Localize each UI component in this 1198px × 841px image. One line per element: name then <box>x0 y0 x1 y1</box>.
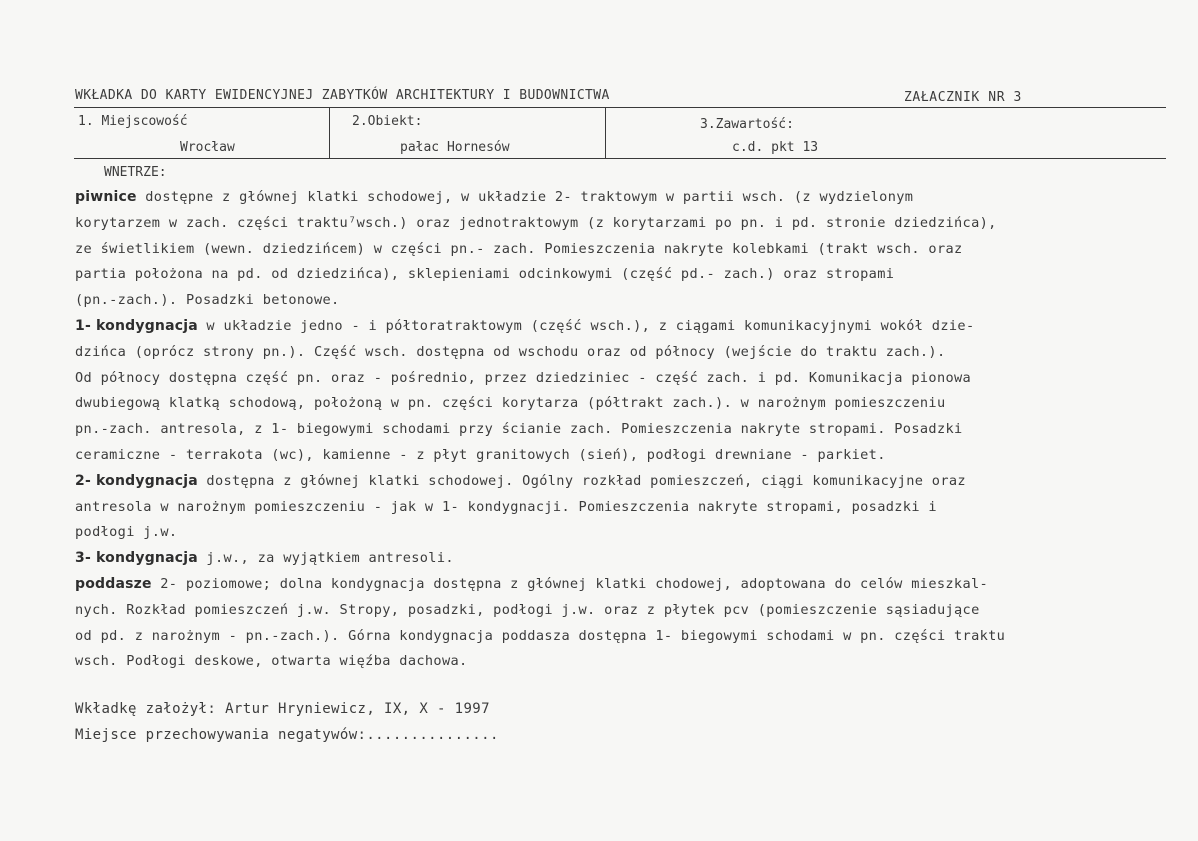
description-text: partia położona na pd. od dziedzińca), sklepieniami odcinkowymi (część pd.- zach.) oraz stropami <box>75 266 895 283</box>
description-text: 2- poziomowe; dolna kondygnacja dostępna z głównej klatki chodowej, adoptowana do celów mieszkal- <box>151 576 989 592</box>
author-line: Wkładkę założył: Artur Hryniewicz, IX, X - 1997 <box>75 701 490 717</box>
object-value: pałac Hornesów <box>400 140 510 155</box>
header-rule-bottom <box>74 158 1166 159</box>
description-text: dostępna z głównej klatki schodowej. Ogólny rozkład pomieszczeń, ciągi komunikacyjne oraz <box>197 472 966 489</box>
description-text: Od północy dostępna część pn. oraz - pośrednio, przez dziedziniec - część zach. i pd. Komunikacja pionowa <box>75 369 972 386</box>
content-label: 3.Zawartość: <box>700 117 794 132</box>
description-line <box>75 241 963 257</box>
floor-keyword: piwnice <box>75 189 137 205</box>
object-label: 2.Obiekt: <box>352 114 423 129</box>
description-text: pn.-zach. antresola, z 1- biegowymi schodami przy ścianie zach. Pomieszczenia nakryte stropami. Posadzki <box>75 421 963 438</box>
header-divider-2 <box>605 107 606 159</box>
description-text: dzińca (oprócz strony pn.). Część wsch. dostępna od wschodu oraz od północy (wejście do traktu zach.). <box>75 343 946 360</box>
description-line <box>75 602 980 618</box>
description-line <box>75 550 454 566</box>
description-text: w układzie jedno - i półtoratraktowym (część wsch.), z ciągami komunikacyjnymi wokół dzie- <box>197 318 975 334</box>
description-line <box>75 370 971 386</box>
description-line <box>75 266 894 282</box>
floor-keyword: 3- kondygnacja <box>75 550 198 567</box>
description-line <box>75 576 988 592</box>
description-text: korytarzem w zach. części traktu⁷wsch.) oraz jednotraktowym (z korytarzami po pn. i pd. stronie dziedzińca), <box>75 214 997 231</box>
annex-label: ZAŁACZNIK NR 3 <box>904 90 1022 105</box>
place-value: Wrocław <box>180 140 235 155</box>
description-line <box>75 499 937 515</box>
description-text: ceramiczne - terrakota (wc), kamienne - z płyt granitowych (sień), podłogi drewniane - parkiet. <box>75 447 886 463</box>
description-text: antresola w narożnym pomieszczeniu - jak w 1- kondygnacji. Pomieszczenia nakryte stropami, posadzki i <box>75 498 937 515</box>
description-line <box>75 421 963 437</box>
description-text: ze świetlikiem (wewn. dziedzińcem) w części pn.- zach. Pomieszczenia nakryte kolebkami (trakt wsch. oraz <box>75 240 963 257</box>
description-line <box>75 653 468 669</box>
description-text: (pn.-zach.). Posadzki betonowe. <box>75 292 340 309</box>
description-line <box>75 524 177 540</box>
section-title: WNETRZE: <box>104 165 167 180</box>
header-rule-top <box>74 107 1166 108</box>
place-label: 1. Miejscowość <box>78 114 188 129</box>
description-line <box>75 189 913 205</box>
header-divider-1 <box>329 107 330 159</box>
description-text: nych. Rozkład pomieszczeń j.w. Stropy, posadzki, podłogi j.w. oraz z płytek pcv (pomieszczenie sąsiadujące <box>75 601 980 618</box>
floor-keyword: 1- kondygnacja <box>75 318 198 334</box>
description-line <box>75 628 1005 644</box>
floor-keyword: 2- kondygnacja <box>75 472 198 489</box>
description-text: j.w., za wyjątkiem antresoli. <box>197 550 454 567</box>
description-line <box>75 292 340 308</box>
floor-keyword: poddasze <box>75 576 152 592</box>
description-text: dostępne z głównej klatki schodowej, w układzie 2- traktowym w partii wsch. (z wydzielonym <box>136 189 914 205</box>
description-line <box>75 344 945 360</box>
description-line <box>75 318 974 334</box>
content-value: c.d. pkt 13 <box>732 140 819 155</box>
description-line <box>75 215 997 231</box>
form-title: WKŁADKA DO KARTY EWIDENCYJNEJ ZABYTKÓW ARCHITEKTURY I BUDOWNICTWA <box>75 88 610 103</box>
description-line <box>75 473 966 489</box>
description-text: wsch. Podłogi deskowe, otwarta więźba dachowa. <box>75 653 468 670</box>
description-line <box>75 395 945 411</box>
description-text: dwubiegową klatką schodową, położoną w pn. części korytarza (półtrakt zach.). w narożnym pomieszczeniu <box>75 395 946 412</box>
description-text: podłogi j.w. <box>75 524 178 541</box>
description-text: od pd. z narożnym - pn.-zach.). Górna kondygnacja poddasza dostępna 1- biegowymi schodami w pn. części traktu <box>75 627 1006 644</box>
negatives-line: Miejsce przechowywania negatywów:............... <box>75 727 499 743</box>
description-line <box>75 447 886 463</box>
